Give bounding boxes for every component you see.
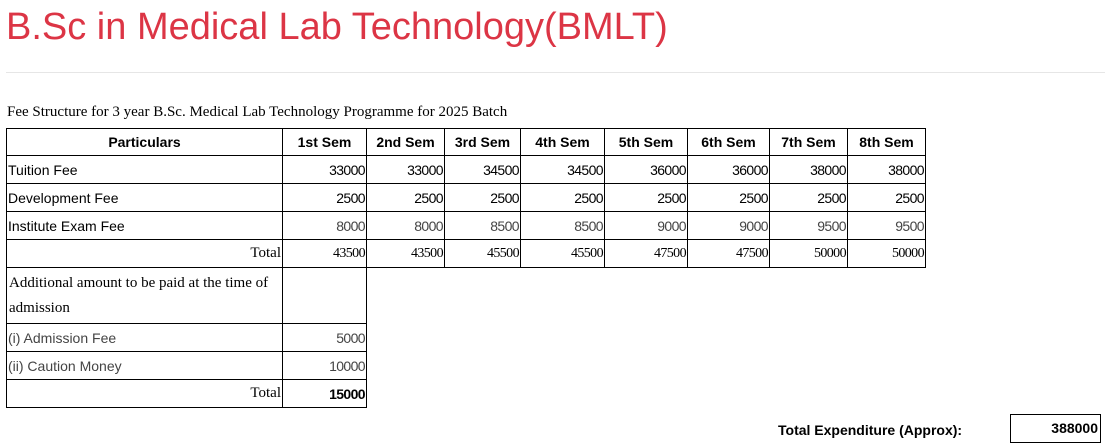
- table-cell: 8000: [283, 212, 367, 240]
- fee-structure-table: [6, 128, 926, 408]
- table-cell: 8000: [367, 212, 445, 240]
- table-cell: 38000: [848, 156, 926, 184]
- table-row: [7, 352, 926, 380]
- table-cell: 33000: [283, 156, 367, 184]
- total-cell: 43500: [283, 240, 367, 268]
- header-sem-7: 7th Sem: [770, 129, 848, 156]
- table-cell: 38000: [770, 156, 848, 184]
- table-header-row: [7, 129, 926, 156]
- total-cell: 47500: [605, 240, 688, 268]
- header-sem-5: 5th Sem: [605, 129, 688, 156]
- header-sem-6: 6th Sem: [688, 129, 770, 156]
- header-sem-4: 4th Sem: [521, 129, 605, 156]
- header-sem-2: 2nd Sem: [367, 129, 445, 156]
- table-cell: 8500: [445, 212, 521, 240]
- admission-fee-label: (i) Admission Fee: [7, 324, 283, 352]
- table-cell: 9000: [688, 212, 770, 240]
- table-cell: 9500: [770, 212, 848, 240]
- additional-total-label: Total: [7, 380, 283, 408]
- additional-amount-label: Additional amount to be paid at the time of admission: [7, 268, 283, 324]
- table-cell: 36000: [688, 156, 770, 184]
- caution-money-value: 10000: [283, 352, 367, 380]
- table-cell: 2500: [367, 184, 445, 212]
- table-cell: 33000: [367, 156, 445, 184]
- caution-money-label: (ii) Caution Money: [7, 352, 283, 380]
- table-cell: 8500: [521, 212, 605, 240]
- header-sem-3: 3rd Sem: [445, 129, 521, 156]
- table-row: [7, 212, 926, 240]
- total-cell: 50000: [848, 240, 926, 268]
- table-row: [7, 324, 926, 352]
- total-cell: 45500: [521, 240, 605, 268]
- additional-heading-row: [7, 268, 926, 324]
- table-cell: 2500: [770, 184, 848, 212]
- table-cell: 2500: [283, 184, 367, 212]
- additional-empty-cell: [283, 268, 367, 324]
- table-row: [7, 156, 926, 184]
- divider: [6, 72, 1105, 73]
- table-cell: 2500: [521, 184, 605, 212]
- additional-total-row: [7, 380, 926, 408]
- total-cell: 45500: [445, 240, 521, 268]
- table-cell: 2500: [605, 184, 688, 212]
- table-cell: 2500: [445, 184, 521, 212]
- header-sem-8: 8th Sem: [848, 129, 926, 156]
- row-label-development-fee: Development Fee: [7, 184, 283, 212]
- table-cell: 9500: [848, 212, 926, 240]
- table-cell: 2500: [848, 184, 926, 212]
- row-label-tuition-fee: Tuition Fee: [7, 156, 283, 184]
- table-cell: 9000: [605, 212, 688, 240]
- header-sem-1: 1st Sem: [283, 129, 367, 156]
- total-expenditure-value: 388000: [1010, 414, 1101, 443]
- additional-total-value: 15000: [283, 380, 367, 408]
- table-cell: 34500: [521, 156, 605, 184]
- table-row: [7, 184, 926, 212]
- page-title: B.Sc in Medical Lab Technology(BMLT): [6, 6, 668, 48]
- header-particulars: Particulars: [7, 129, 283, 156]
- total-cell: 47500: [688, 240, 770, 268]
- total-cell: 43500: [367, 240, 445, 268]
- table-caption: Fee Structure for 3 year B.Sc. Medical Lab Technology Programme for 2025 Batch: [7, 104, 508, 120]
- table-cell: 2500: [688, 184, 770, 212]
- table-total-row: [7, 240, 926, 268]
- total-label: Total: [7, 240, 283, 268]
- table-cell: 36000: [605, 156, 688, 184]
- admission-fee-value: 5000: [283, 324, 367, 352]
- total-cell: 50000: [770, 240, 848, 268]
- total-expenditure-label: Total Expenditure (Approx):: [778, 422, 963, 438]
- table-cell: 34500: [445, 156, 521, 184]
- row-label-institute-exam-fee: Institute Exam Fee: [7, 212, 283, 240]
